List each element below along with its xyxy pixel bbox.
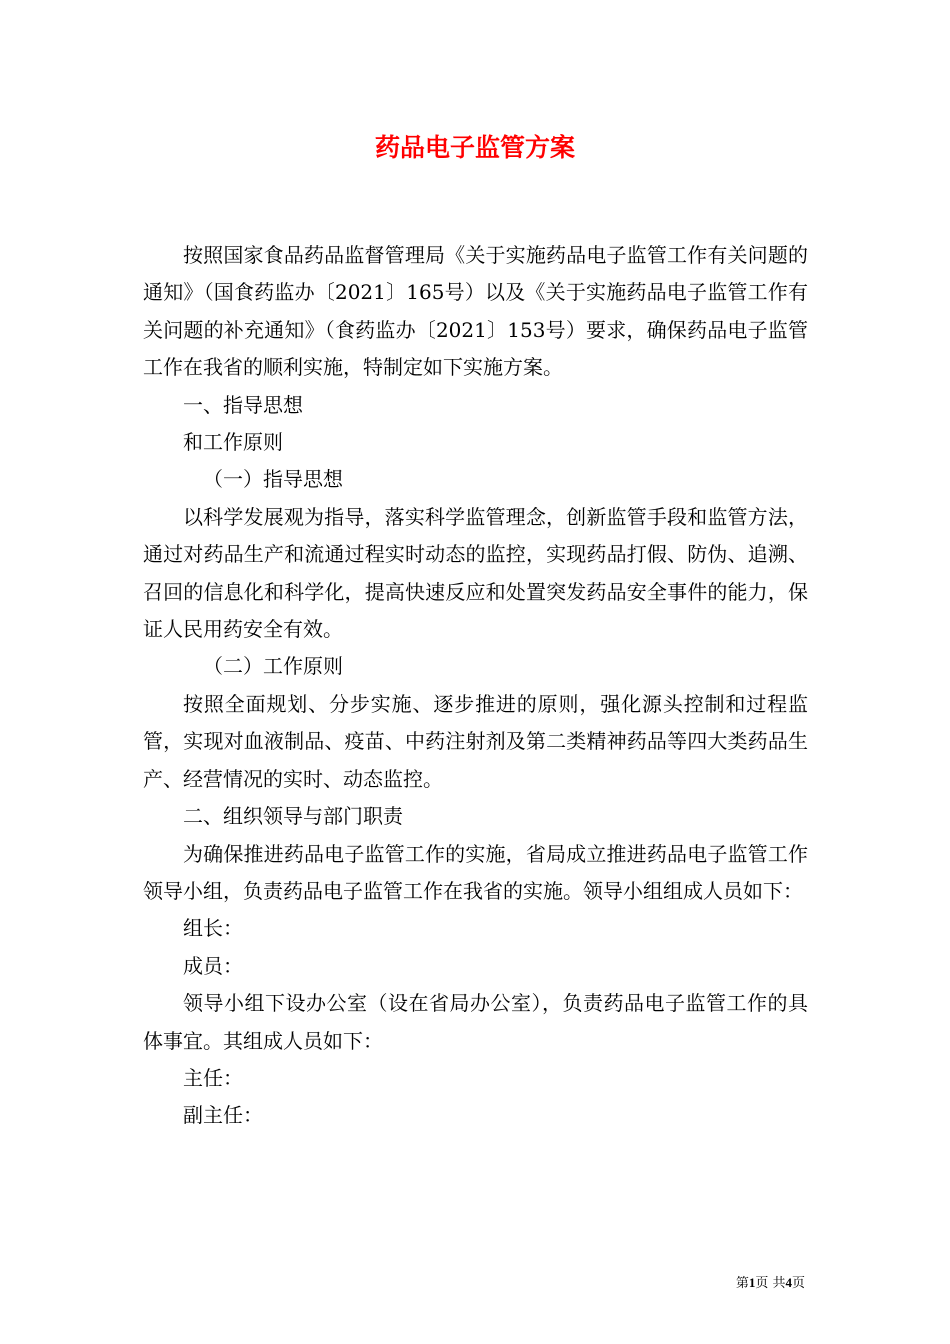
document-paragraph: 和工作原则 (183, 430, 283, 455)
document-body (143, 237, 808, 1135)
footer-page-number: 1 (748, 1275, 756, 1290)
document-paragraph: 领导小组下设办公室（设在省局办公室），负责药品电子监管工作的具体事宜。其组成人员如下： (143, 991, 808, 1053)
document-paragraph: 为确保推进药品电子监管工作的实施，省局成立推进药品电子监管工作领导小组，负责药品电子监管工作在我省的实施。领导小组组成人员如下： (143, 841, 808, 903)
document-paragraph: 以科学发展观为指导，落实科学监管理念，创新监管手段和监管方法，通过对药品生产和流通过程实时动态的监控，实现药品打假、防伪、追溯、召回的信息化和科学化，提高快速反应和处置突发药品安全事件的能力，保证人民用药安全有效。 (143, 504, 808, 642)
document-paragraph: 成员： (183, 953, 243, 978)
document-paragraph: 主任： (183, 1065, 243, 1090)
document-paragraph: 二、组织领导与部门职责 (183, 804, 403, 829)
footer-suffix: 页 (791, 1276, 805, 1291)
page-footer (736, 1274, 805, 1293)
footer-total-pages: 4 (785, 1275, 792, 1290)
document-paragraph: 一、指导思想 (183, 392, 303, 417)
footer-middle: 页 共 (755, 1276, 786, 1291)
document-paragraph: 副主任： (183, 1103, 263, 1128)
document-paragraph: 按照全面规划、分步实施、逐步推进的原则，强化源头控制和过程监管，实现对血液制品、疫苗、中药注射剂及第二类精神药品等四大类药品生产、经营情况的实时、动态监控。 (143, 691, 808, 791)
document-title: 药品电子监管方案 (374, 133, 575, 162)
document-paragraph: 按照国家食品药品监督管理局《关于实施药品电子监管工作有关问题的通知》（国食药监办〔2021〕165号）以及《关于实施药品电子监管工作有关问题的补充通知》（食药监办〔2021〕153号）要求，确保药品电子监管工作在我省的顺利实施，特制定如下实施方案。 (143, 243, 808, 380)
document-paragraph: （二）工作原则 (203, 654, 343, 679)
document-paragraph: （一）指导思想 (203, 467, 343, 492)
document-paragraph: 组长： (183, 916, 243, 941)
footer-prefix: 第 (735, 1276, 749, 1291)
